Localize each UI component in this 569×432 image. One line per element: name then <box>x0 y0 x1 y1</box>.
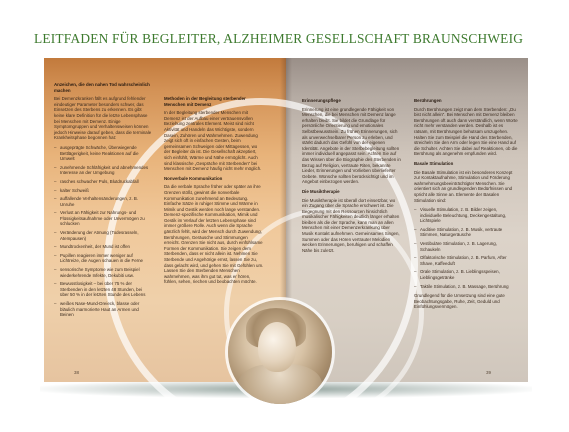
list-item: – sensorische Symptome wie zum Beispiel wiederkehrende Infekte, Dekubiti usw. <box>60 267 152 278</box>
stimulation-list <box>414 207 518 289</box>
right-column-2 <box>414 98 518 314</box>
section-text: Die Basale Stimulation ist ein besonderes Konzept zur Kontaktaufnahme, Stimulation und Förderung wahrnehmungsbeeinträchtigter Menschen. Sie orientiert sich an grundlegenden Bedürfnissen und spricht alle Sinne an. Elemente der Basalen Stimulation sind: <box>414 169 513 203</box>
list-item: – Vestibuläre Stimulation, z. B. Lagerung, Schaukeln <box>420 241 518 252</box>
list-item: – Auditive Stimulation, z. B. Musik, vertraute Stimmen, Naturgeräusche <box>420 227 518 238</box>
left-column-2 <box>164 96 264 289</box>
section-intro: Bei Demenzkranken fällt es aufgrund fehlender eindeutiger Parameter besonders schwer, das Einsetzen des Sterbens zu erkennen. Es gibt keine klare Definition für die letzte Lebensphase bei Menschen mit Demenz. Einige Symptomgruppen und Verhaltensweisen können jedoch Hinweise darauf geben, dass die terminale Krankheitsphase begonnen hat: <box>54 96 152 141</box>
angel-sculpture-image <box>228 300 332 404</box>
section-heading: Anzeichen, die den nahen Tod wahrscheinlich machen <box>54 82 150 93</box>
section-intro: In der Begleitung sterbender Menschen mit Demenz ist der Aufbau einer vertrauensvollen Beziehung zentrales Element. Meist sind nicht Aktivität und Handeln das Wichtigste, sondern Dasein, Zuhören und Wahrnehmen. Zuwendung zeigt sich oft in einfachen Gesten, beim gemeinsamen Schweigen oder Mittagessen, wo der Begleiter da ist. Die Gesellschaft akzeptiert, sich einfühlt, Wärme und Nähe ermöglicht. Auch sind klassische „Gespräche mit Sterbenden“ bei Menschen mit Demenz häufig nicht mehr möglich. <box>164 110 262 172</box>
section-heading: Methoden in der Begleitung sterbender Menschen mit Demenz <box>164 96 246 107</box>
left-column-1 <box>54 82 152 322</box>
list-item: – Orale Stimulation, z. B. Lieblingsspeisen, Lieblingsgetränke <box>420 269 518 280</box>
list-item: – zunehmende Schläfrigkeit und abnehmendes Interesse an der Umgebung <box>60 165 152 176</box>
list-item: – Pupillen reagieren immer weniger auf Lichtreize, die Augen schauen in die Ferne <box>60 253 152 264</box>
symptom-list <box>54 145 152 318</box>
list-item: – Mundtrockenheit, der Mund ist offen <box>60 244 152 250</box>
section-closing: Grundlegend für die Umsetzung sind eine gute Beobachtungsgabe, Ruhe, Zeit, Geduld und Einfühlungsvermögen. <box>414 293 505 310</box>
right-column-1 <box>302 98 402 257</box>
section-text: Durch Berührungen zeigt man dem Sterbenden: „Du bist nicht allein“. Bei Menschen mit Demenz bleiben Berührungen oft auch dann verständlich, wenn Worte nicht mehr verstanden werden. Deshalb ist es ratsam, mit Berührungen behutsam umzugehen. Halten Sie zum Beispiel die Hand des Sterbenden, streicheln Sie den Arm oder legen Sie eine Hand auf die Schulter. Achten Sie dabei auf Reaktionen, ob die Berührung als angenehm empfunden wird. <box>414 106 518 157</box>
brochure-spread <box>44 58 528 388</box>
document-title: LEITFADEN FÜR BEGLEITER, ALZHEIMER GESELLSCHAFT BRAUNSCHWEIG <box>34 31 524 46</box>
subsection-heading: Nonverbale Kommunikation <box>164 175 223 181</box>
section-heading: Erinnerungspflege <box>302 98 341 103</box>
section-text: Die Musiktherapie ist überall dort einsetzbar, wo ein Zugang über die Sprache erschwert ist. Die Begegnung mit den Ressourcen hinsichtlich musikalischer Fähigkeiten deutlich länger erhalten bleiben als die der Sprache, kann man an allen Menschen mit einer Demenzerkrankung über Musik Kontakt aufnehmen. Gemeinsames Singen, Summen oder das Hören vertrauter Melodien wecken Erinnerungen, beruhigen und schaffen Nähe bis zuletzt. <box>302 197 400 253</box>
section-text: Erinnerung ist eine grundlegende Fähigkeit von Menschen, die bei Menschen mit Demenz lange erhalten bleibt. Sie bildet die Grundlage für persönliche Orientierung und emotionales Selbstbewusstsein. Zu frühen Erinnerungen, sich als unverwechselbarer Person zu erleben, und stärkt dadurch das Gefühl von der eigenen Identität. Angebote in der Sterbebegleitung sollten immer individuell angepasst sein. Achten Sie auf das Wissen über die Biographie des Sterbenden in Bezug auf Religion, vertraute Riten, bekannte Lieder, Erinnerungen und Vorlieben überlieferter Gebete. Wünsche sollten berücksichtigt und im Angebot einbezogen werden. <box>302 106 401 185</box>
list-item: – Verlust an Fähigkeit zur Nahrungs- und Flüssigkeitsaufnahme oder Unvermögen zu schlucken <box>60 210 152 227</box>
list-item: – Olfaktorische Stimulation, z. B. Parfum, After Shave, Kaffeeduft <box>420 255 518 266</box>
list-item: – Visuelle Stimulation, z. B. Bilder zeigen, individuelle Beleuchtung, Deckengestaltung, Lichtspiele <box>420 207 518 224</box>
list-item: – rasches schwacher Puls, Blutdruckabfall <box>60 179 152 185</box>
list-item: – auffallende Verhaltensänderungen, z. B. Unruhe <box>60 196 152 207</box>
sculpture-face <box>258 322 296 372</box>
subsection-heading: Die Musiktherapie <box>302 188 340 194</box>
list-item: – Taktile Stimulation, z. B. Massage, Berührung <box>420 284 518 290</box>
list-item: – ausgeprägte Schwäche, Überwiegende Bettlägerigkeit, keine Reaktionen auf die Umwelt <box>60 145 152 162</box>
section-heading: Berührungen <box>414 98 442 103</box>
subsection-heading: Basale Stimulation <box>414 160 454 166</box>
list-item: – kalter Schweiß <box>60 188 152 194</box>
list-item: – weißes Nase-Mund-Dreieck, blasse oder bläulich marmorierte Haut an Armen und Beinen <box>60 301 152 318</box>
page-number-right: 39 <box>486 370 492 375</box>
list-item: – Bewusstlosigkeit – bei über 75 % der Sterbenden in den letzten 48 Stunden, bei über 50 % in der letzten Stunde des Lebens <box>60 281 152 298</box>
list-item: – Veränderung der Atmung (Todesrasseln, Atempausen) <box>60 230 152 241</box>
section-text: Da die verbale Sprache früher oder später an ihre Grenzen stößt, gewinnt die nonverbale Kommunikation zunehmend an Bedeutung. Einfache Sätze in ruhiger Stimme und Wärme in Mimik und Gestik werden noch lange verstanden. Demenz-spezifische Kommunikation, Mimik und Gestik im Verlauf der letzten Lebensphase sind immer größere Rolle. Auch wenn die Sprache gänzlich fehlt, wird der Mensch durch Zuwendung, Berührungen, Geräusche und Stimmungen erreicht. Grenzen Sie nicht aus, durch einfühlsame Formen der Kommunikation. Sie zeigen dem Sterbenden, dass er nicht allein ist. Nehmen Sie Sterbende und Angehörige ernst, lassen Sie zu, dass gelacht wird, und gehen Sie mit Gefühlen um. Lassen Sie den Sterbenden Menschen wahrnehmen, was ihm gut tut, was er hören, fühlen, sehen, riechen und beobachten möchte. <box>164 184 264 285</box>
page-number-left: 38 <box>74 370 80 375</box>
